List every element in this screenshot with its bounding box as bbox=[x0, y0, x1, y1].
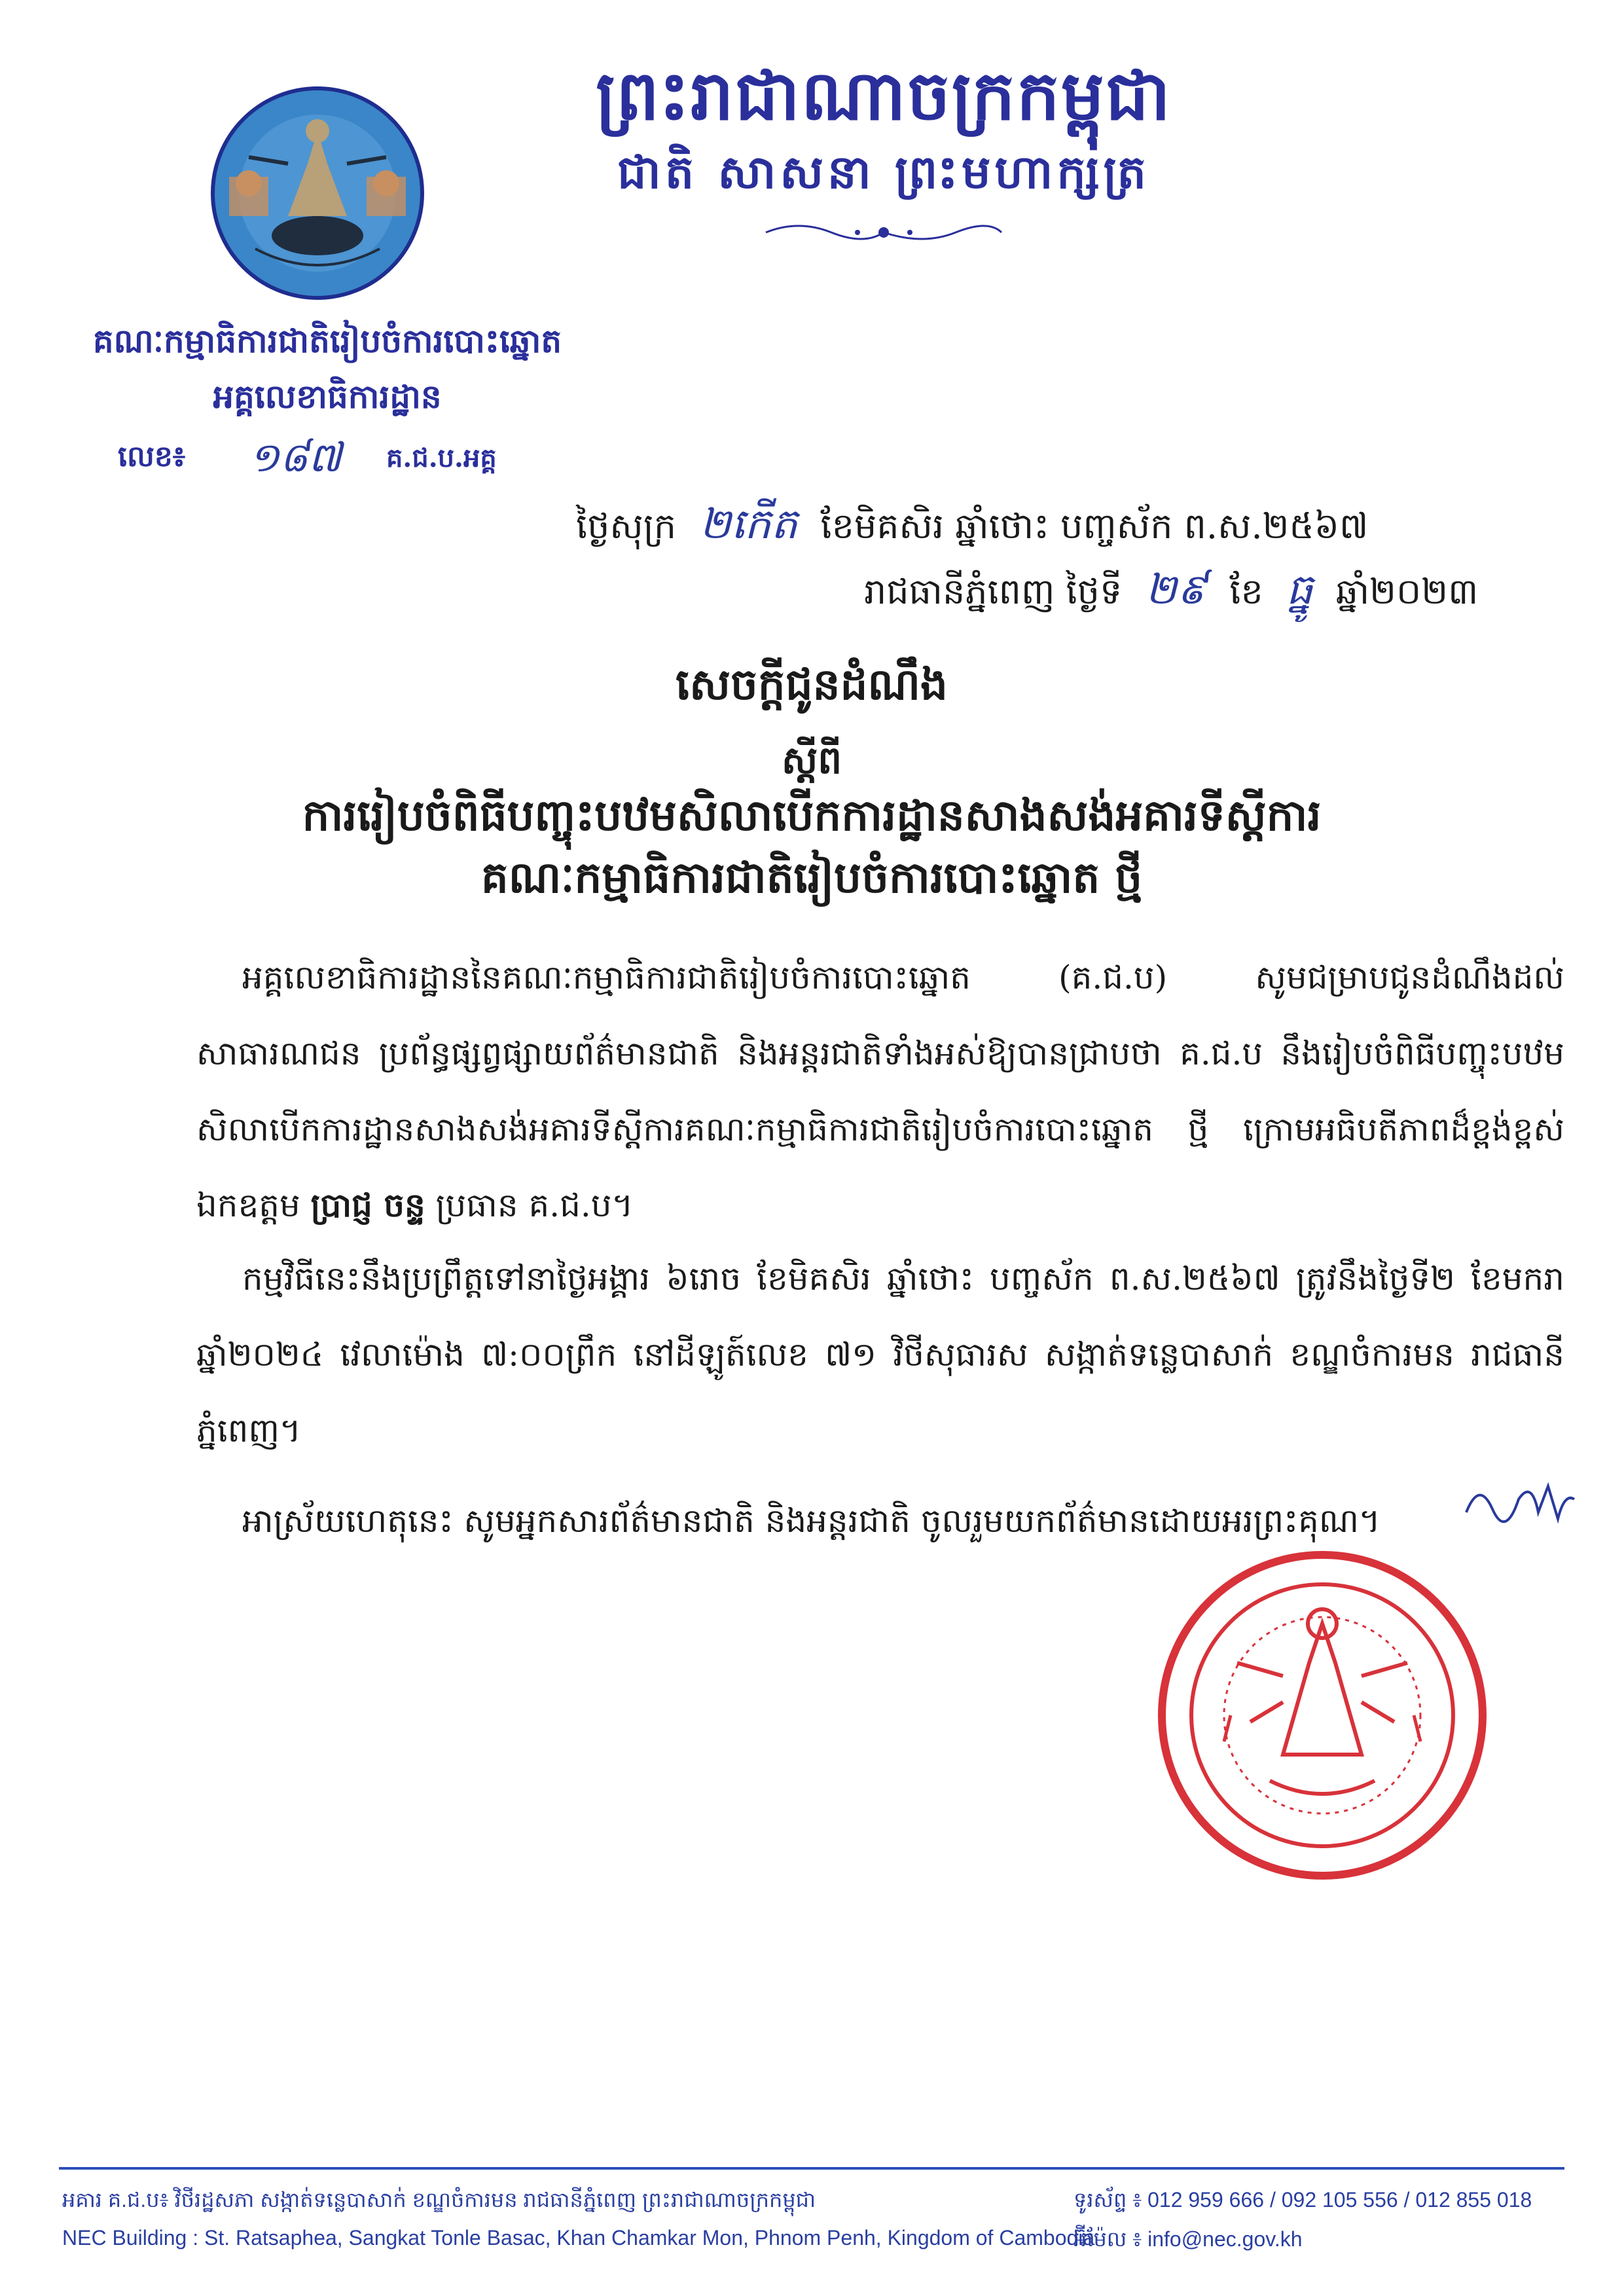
signature-icon bbox=[1460, 1473, 1578, 1532]
month-handwritten: ធ្នូ bbox=[1286, 566, 1313, 614]
reference-suffix: គ.ជ.ប.អគ្គ bbox=[386, 443, 497, 473]
issuing-organization: គណៈកម្មាធិការជាតិរៀបចំការបោះឆ្នោត bbox=[92, 321, 562, 360]
footer-address-english: NEC Building : St. Ratsaphea, Sangkat Tonle Basac, Khan Chamkar Mon, Phnom Penh, Kingdom of Cambodia bbox=[62, 2226, 1095, 2250]
body-paragraph-3: អាស្រ័យហេតុនេះ សូមអ្នកសារព័ត៌មានជាតិ និងអន្តរជាតិ ចូលរួមយកព័ត៌មានដោយអរព្រះគុណ។ bbox=[242, 1502, 1380, 1540]
footer-divider bbox=[59, 2167, 1564, 2170]
email-address: info@nec.gov.kh bbox=[1147, 2227, 1303, 2251]
ornament-divider-icon bbox=[759, 216, 1008, 249]
reference-label: លេខ៖ bbox=[118, 440, 186, 473]
nec-logo-icon bbox=[209, 85, 425, 301]
lunar-date-line bbox=[576, 498, 1545, 559]
body-p1-text: អគ្គលេខាធិការដ្ឋាននៃគណៈកម្មាធិការជាតិរៀបចំការបោះឆ្នោត (គ.ជ.ប) សូមជម្រាបជូនដំណឹងដល់សាធារណជន ប្រព័ន្ធផ្សព្វផ្សាយព័ត៌មានជាតិ និងអន្តរជាតិទាំងអស់ឱ្យបានជ្រាបថា គ.ជ.ប នឹងរៀបចំពិធីបញ្ចុះបឋមសិលាបើកការដ្ឋានសាងសង់អគារទីស្ដីការគណៈកម្មាធិការជាតិរៀបចំការបោះឆ្នោត ថ្មី ក្រោមអធិបតីភាពដ៏ខ្ពង់ខ្ពស់ ឯកឧត្ដម bbox=[196, 958, 1564, 1224]
notice-regarding: ស្ដីពី bbox=[781, 738, 842, 782]
email-label: អ៊ីម៉ែល ៖ bbox=[1074, 2227, 1142, 2251]
notice-subject-line2: គណៈកម្មាធិការជាតិរៀបចំការបោះឆ្នោត ថ្មី bbox=[480, 852, 1143, 903]
gregorian-date-line bbox=[864, 563, 1545, 625]
year: ឆ្នាំ២០២៣ bbox=[1335, 571, 1479, 612]
lunar-date-rest: ខែមិគសិរ ឆ្នាំថោះ បញ្ចស័ក ព.ស.២៥៦៧ bbox=[820, 505, 1369, 547]
place-prefix: រាជធានីភ្នំពេញ ថ្ងៃទី bbox=[864, 571, 1123, 612]
phone-numbers: 012 959 666 / 092 105 556 / 012 855 018 bbox=[1147, 2188, 1532, 2212]
footer-email bbox=[1074, 2226, 1303, 2257]
footer-address-khmer: អគារ គ.ជ.ប៖ វិថីរដ្ឋសភា សង្កាត់ទន្លេបាសាក់ ខណ្ឌចំការមន រាជធានីភ្នំពេញ ព្រះរាជាណាចក្រកម្ពុជា bbox=[62, 2188, 816, 2212]
kingdom-heading: ព្រះរាជាណាចក្រកម្ពុជា bbox=[596, 55, 1172, 136]
lunar-day-handwritten: ២កេីត bbox=[699, 500, 798, 549]
notice-subject-line1: ការរៀបចំពិធីបញ្ចុះបឋមសិលាបើកការដ្ឋានសាងសង់អគារទីស្ដីការ bbox=[302, 790, 1322, 841]
phone-label: ទូរស័ព្ទ ៖ bbox=[1074, 2188, 1142, 2212]
body-p1-end: ប្រធាន គ.ជ.ប។ bbox=[435, 1186, 634, 1224]
body-paragraph-2: កម្មវិធីនេះនឹងប្រព្រឹត្តទៅនាថ្ងៃអង្គារ ៦រោច ខែមិគសិរ ឆ្នាំថោះ បញ្ចស័ក ព.ស.២៥៦៧ ត្រូវនឹងថ្ងៃទី២ ខែមករា ឆ្នាំ២០២៤ វេលាម៉ោង ៧:០០ព្រឹក នៅដីឡូត៍លេខ ៧១ វិថីសុធារស សង្កាត់ទន្លេបាសាក់ ខណ្ឌចំការមន រាជធានីភ្នំពេញ។ bbox=[196, 1260, 1564, 1449]
notice-title: សេចក្ដីជូនដំណឹង bbox=[676, 659, 948, 710]
reference-number-row bbox=[118, 432, 615, 491]
day-handwritten: ២៩ bbox=[1145, 566, 1207, 614]
national-motto: ជាតិ សាសនា ព្រះមហាក្សត្រ bbox=[617, 145, 1150, 199]
issuing-department: អគ្គលេខាធិការដ្ឋាន bbox=[213, 377, 442, 416]
reference-number: ១៨៧ bbox=[249, 433, 342, 481]
footer-phone bbox=[1074, 2187, 1532, 2217]
body-p1-name: ប្រាជ្ញ ចន្ទ bbox=[310, 1186, 425, 1224]
body-paragraph-1 bbox=[196, 939, 1564, 1243]
official-seal-icon bbox=[1152, 1545, 1492, 1886]
lunar-prefix: ថ្ងៃសុក្រ bbox=[576, 505, 677, 547]
month-label: ខែ bbox=[1229, 571, 1263, 612]
